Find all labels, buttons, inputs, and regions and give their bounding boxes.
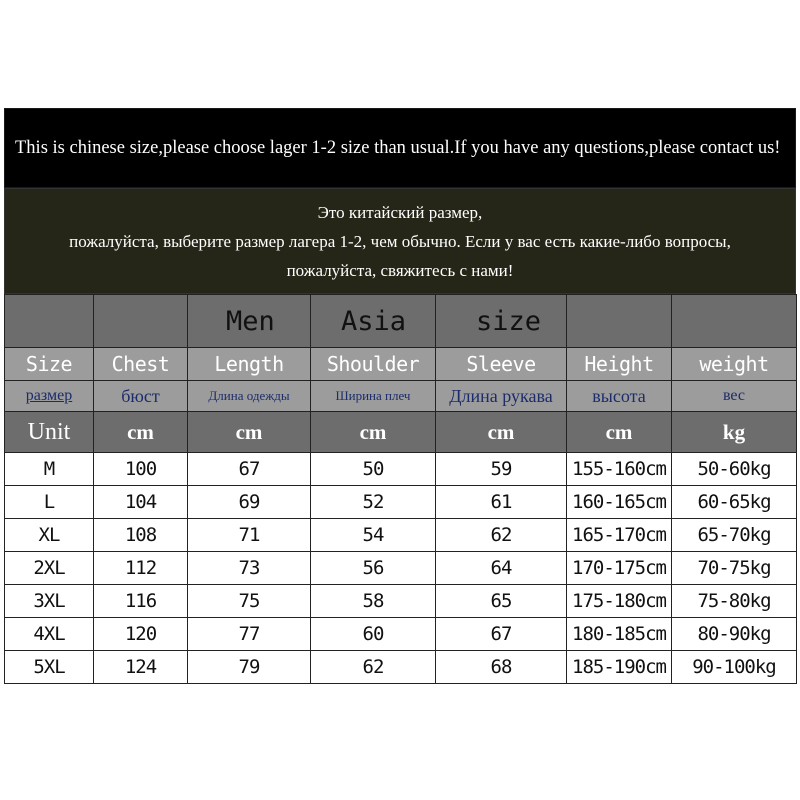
cell-size: L — [5, 486, 94, 519]
table-row — [5, 618, 797, 651]
cell-length: 73 — [188, 552, 311, 585]
cell-weight: 75-80kg — [672, 585, 797, 618]
cell-size: M — [5, 453, 94, 486]
header-sleeve: Sleeve — [436, 348, 567, 381]
header-shoulder: Shoulder — [311, 348, 436, 381]
cell-height: 180-185cm — [567, 618, 672, 651]
cell-height: 165-170cm — [567, 519, 672, 552]
cell-chest: 120 — [94, 618, 188, 651]
title-word-size: size — [436, 295, 567, 348]
cell-shoulder: 58 — [311, 585, 436, 618]
table-row — [5, 486, 797, 519]
size-rows — [5, 453, 797, 684]
title-word-men: Men — [188, 295, 311, 348]
unit-shoulder: cm — [311, 412, 436, 453]
cell-sleeve: 67 — [436, 618, 567, 651]
cell-shoulder: 52 — [311, 486, 436, 519]
cell-size: 5XL — [5, 651, 94, 684]
cell-length: 71 — [188, 519, 311, 552]
cell-weight: 65-70kg — [672, 519, 797, 552]
title-row — [5, 295, 797, 348]
cell-shoulder: 54 — [311, 519, 436, 552]
cell-sleeve: 64 — [436, 552, 567, 585]
russian-notice — [4, 188, 796, 294]
header-ru-length: Длина одежды — [188, 381, 311, 412]
cell-weight: 60-65kg — [672, 486, 797, 519]
header-size: Size — [5, 348, 94, 381]
size-table — [4, 294, 797, 684]
table-row — [5, 651, 797, 684]
cell-chest: 108 — [94, 519, 188, 552]
cell-weight: 50-60kg — [672, 453, 797, 486]
title-cell-empty — [672, 295, 797, 348]
cell-sleeve: 65 — [436, 585, 567, 618]
title-cell-empty — [567, 295, 672, 348]
cell-sleeve: 62 — [436, 519, 567, 552]
cell-weight: 90-100kg — [672, 651, 797, 684]
cell-height: 160-165cm — [567, 486, 672, 519]
header-ru-height: высота — [567, 381, 672, 412]
russian-notice-line-3: пожалуйста, свяжитесь с нами! — [286, 260, 514, 280]
cell-size: 4XL — [5, 618, 94, 651]
size-chart — [4, 108, 796, 684]
cell-sleeve: 61 — [436, 486, 567, 519]
cell-height: 170-175cm — [567, 552, 672, 585]
header-ru-sleeve: Длина рукава — [436, 381, 567, 412]
cell-length: 79 — [188, 651, 311, 684]
cell-height: 155-160cm — [567, 453, 672, 486]
header-row-russian — [5, 381, 797, 412]
cell-shoulder: 62 — [311, 651, 436, 684]
cell-chest: 116 — [94, 585, 188, 618]
unit-chest: cm — [94, 412, 188, 453]
header-height: Height — [567, 348, 672, 381]
russian-notice-line-2: пожалуйста, выберите размер лагера 1-2, чем обычно. Если у вас есть какие-либо вопросы, — [69, 231, 731, 251]
unit-weight: kg — [672, 412, 797, 453]
cell-size: XL — [5, 519, 94, 552]
cell-size: 3XL — [5, 585, 94, 618]
cell-weight: 80-90kg — [672, 618, 797, 651]
cell-chest: 104 — [94, 486, 188, 519]
cell-length: 67 — [188, 453, 311, 486]
table-row — [5, 519, 797, 552]
cell-height: 175-180cm — [567, 585, 672, 618]
cell-size: 2XL — [5, 552, 94, 585]
header-ru-chest: бюст — [94, 381, 188, 412]
english-notice-text: This is chinese size,please choose lager 1-2 size than usual.If you have any questions,please contact us! — [15, 137, 781, 158]
header-length: Length — [188, 348, 311, 381]
cell-sleeve: 68 — [436, 651, 567, 684]
cell-length: 77 — [188, 618, 311, 651]
cell-height: 185-190cm — [567, 651, 672, 684]
table-row — [5, 552, 797, 585]
english-notice — [4, 108, 796, 188]
table-row — [5, 585, 797, 618]
cell-weight: 70-75kg — [672, 552, 797, 585]
header-row-english — [5, 348, 797, 381]
unit-length: cm — [188, 412, 311, 453]
title-word-asia: Asia — [311, 295, 436, 348]
cell-shoulder: 56 — [311, 552, 436, 585]
cell-sleeve: 59 — [436, 453, 567, 486]
header-weight: weight — [672, 348, 797, 381]
cell-chest: 112 — [94, 552, 188, 585]
header-chest: Chest — [94, 348, 188, 381]
unit-height: cm — [567, 412, 672, 453]
cell-length: 69 — [188, 486, 311, 519]
title-cell-empty — [5, 295, 94, 348]
header-ru-weight: вес — [672, 381, 797, 412]
title-cell-empty — [94, 295, 188, 348]
cell-shoulder: 50 — [311, 453, 436, 486]
unit-sleeve: cm — [436, 412, 567, 453]
russian-notice-line-1: Это китайский размер, — [317, 202, 483, 222]
table-row — [5, 453, 797, 486]
header-ru-shoulder: Ширина плеч — [311, 381, 436, 412]
cell-chest: 100 — [94, 453, 188, 486]
unit-label: Unit — [5, 412, 94, 453]
cell-shoulder: 60 — [311, 618, 436, 651]
cell-length: 75 — [188, 585, 311, 618]
header-ru-size: размер — [5, 381, 94, 412]
unit-row — [5, 412, 797, 453]
cell-chest: 124 — [94, 651, 188, 684]
